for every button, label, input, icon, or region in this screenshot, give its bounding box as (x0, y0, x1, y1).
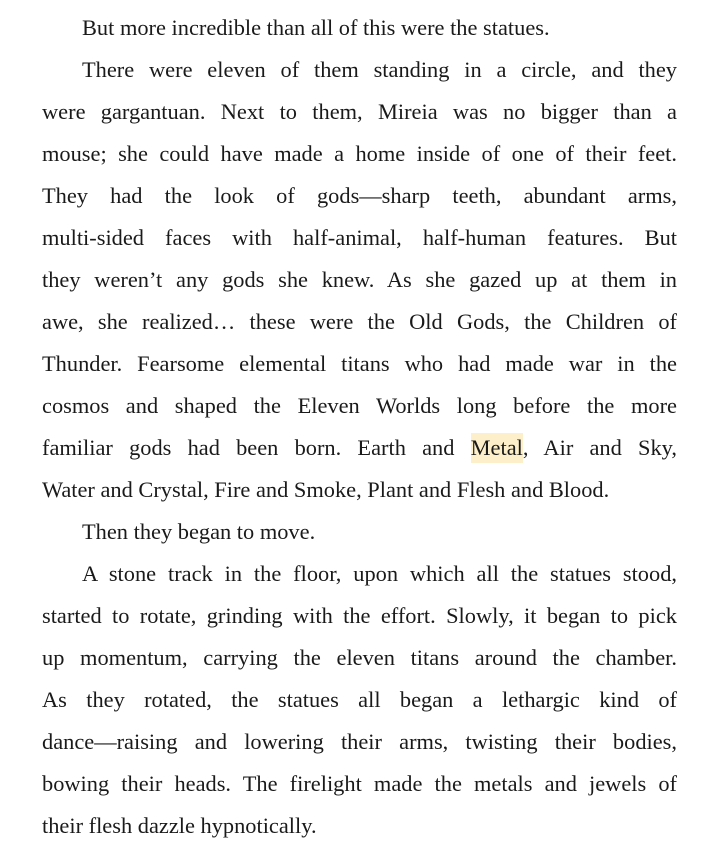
paragraph (42, 553, 677, 847)
text-line[interactable]: up momentum, carrying the eleven titans around the chamber. (42, 645, 677, 670)
text-line[interactable]: multi-sided faces with half-animal, half-human features. But (42, 225, 677, 250)
text-segment: , Air and Sky, (522, 435, 677, 460)
text-line[interactable]: Then they began to move. (82, 519, 316, 544)
paragraph (42, 7, 677, 49)
text-segment: familiar gods had been born. Earth and (42, 435, 471, 460)
text-line[interactable]: they weren’t any gods she knew. As she gazed up at them in (42, 267, 677, 292)
paragraph (42, 511, 677, 553)
text-line[interactable]: cosmos and shaped the Eleven Worlds long before the more (42, 393, 677, 418)
text-line[interactable]: bowing their heads. The firelight made the metals and jewels of (42, 771, 677, 796)
text-line[interactable]: But more incredible than all of this were the statues. (82, 15, 550, 40)
reading-page (42, 7, 677, 847)
text-line[interactable]: started to rotate, grinding with the effort. Slowly, it began to pick (42, 603, 677, 628)
text-line[interactable]: Water and Crystal, Fire and Smoke, Plant and Flesh and Blood. (42, 477, 610, 502)
text-line-with-highlight[interactable] (42, 427, 677, 469)
paragraph (42, 49, 677, 511)
text-line[interactable]: awe, she realized… these were the Old Gods, the Children of (42, 309, 677, 334)
text-line[interactable]: As they rotated, the statues all began a lethargic kind of (42, 687, 677, 712)
text-line[interactable]: Thunder. Fearsome elemental titans who had made war in the (42, 351, 677, 376)
text-line[interactable]: their flesh dazzle hypnotically. (42, 813, 317, 838)
text-line[interactable]: There were eleven of them standing in a circle, and they (82, 57, 677, 82)
text-line[interactable]: mouse; she could have made a home inside of one of their feet. (42, 141, 677, 166)
highlighted-word[interactable]: Metal (471, 433, 523, 463)
text-line[interactable]: A stone track in the floor, upon which all the statues stood, (82, 561, 677, 586)
text-line[interactable]: dance—raising and lowering their arms, twisting their bodies, (42, 729, 677, 754)
text-line[interactable]: were gargantuan. Next to them, Mireia was no bigger than a (42, 99, 677, 124)
text-line[interactable]: They had the look of gods—sharp teeth, abundant arms, (42, 183, 677, 208)
